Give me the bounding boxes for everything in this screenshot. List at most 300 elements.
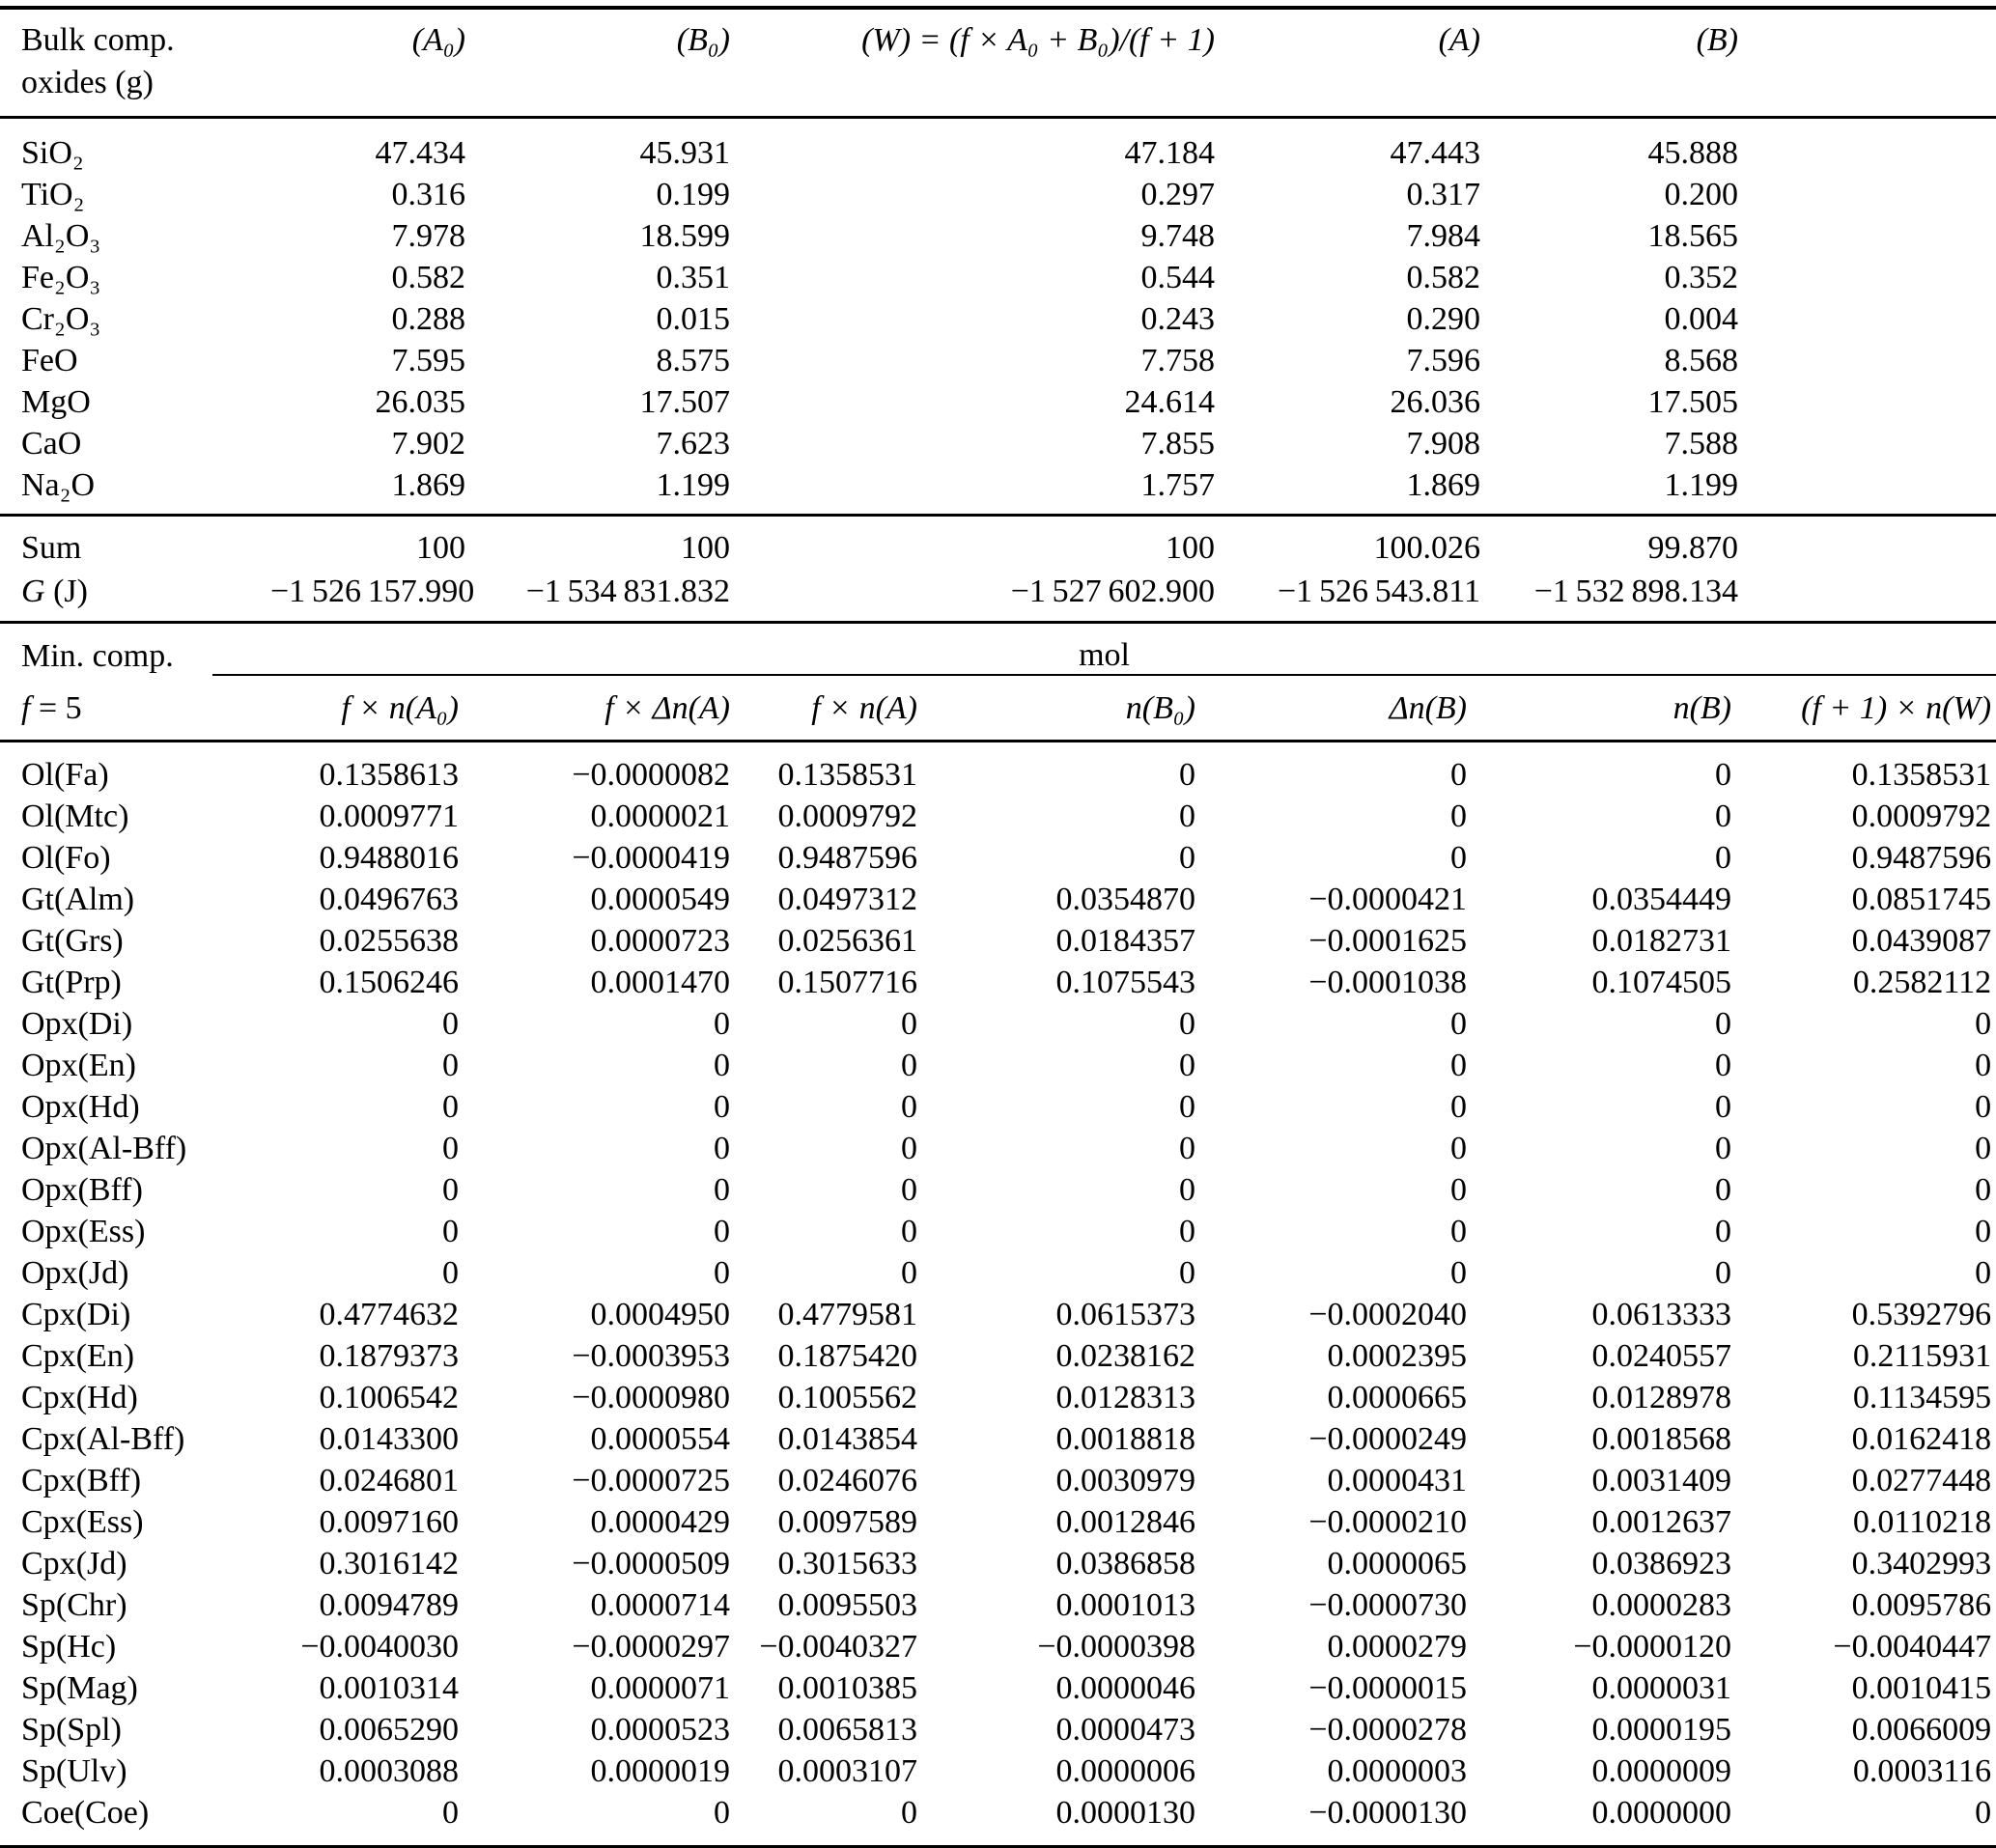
cell-value: 0.582 bbox=[391, 260, 465, 295]
cell-value: 0 bbox=[1715, 1089, 1731, 1125]
cell-value: 0 bbox=[1975, 1255, 1992, 1291]
cell-value: 0.0003107 bbox=[777, 1753, 917, 1789]
table-row bbox=[0, 464, 1996, 516]
cell-value: 0.0018818 bbox=[1055, 1421, 1195, 1457]
cell-value: 7.855 bbox=[1140, 426, 1215, 462]
cell-value: −0.0000082 bbox=[572, 757, 730, 793]
cell-value: 0.0000046 bbox=[1055, 1670, 1195, 1706]
cell-value: 0.9487596 bbox=[1851, 840, 1992, 876]
cell-value: 18.599 bbox=[639, 218, 730, 254]
cell-value: 0 bbox=[1975, 1172, 1992, 1208]
cell-value: 0.0000279 bbox=[1327, 1629, 1467, 1665]
mineral-header-row bbox=[0, 675, 1996, 742]
cell-value: 0 bbox=[1179, 1131, 1195, 1166]
cell-value: 0.0128978 bbox=[1591, 1380, 1731, 1415]
cell-value: −0.0000297 bbox=[572, 1629, 730, 1665]
cell-value: −1 526 543.811 bbox=[1277, 574, 1480, 609]
table-row bbox=[0, 837, 1996, 879]
cell-value: 0.0182731 bbox=[1591, 923, 1731, 959]
cell-value: 0.0065290 bbox=[319, 1712, 459, 1748]
cell-value: 0 bbox=[1450, 1214, 1467, 1249]
cell-value: 0.0031409 bbox=[1591, 1463, 1731, 1498]
cell-value: 0.316 bbox=[391, 177, 465, 212]
table-row bbox=[0, 423, 1996, 464]
cell-value: 0.0000473 bbox=[1055, 1712, 1195, 1748]
gibbs-energy-row bbox=[0, 570, 1996, 623]
cell-value: 0 bbox=[1179, 1214, 1195, 1249]
cell-value: 0 bbox=[714, 1089, 730, 1125]
table-row bbox=[0, 257, 1996, 298]
cell-value: 0.0000000 bbox=[1591, 1795, 1731, 1831]
row-label: Sum bbox=[21, 530, 82, 566]
cell-value: 0 bbox=[1450, 1048, 1467, 1083]
cell-value: 0 bbox=[1975, 1214, 1992, 1249]
table-row bbox=[0, 1667, 1996, 1709]
cell-value: 0 bbox=[1450, 757, 1467, 793]
row-label: Opx(En) bbox=[21, 1048, 136, 1083]
cell-value: 0.0615373 bbox=[1055, 1297, 1195, 1332]
cell-value: 0.199 bbox=[656, 177, 730, 212]
cell-value: 0.3016142 bbox=[319, 1546, 459, 1582]
cell-value: 18.565 bbox=[1647, 218, 1738, 254]
cell-value: 47.443 bbox=[1390, 135, 1480, 171]
cell-value: 0 bbox=[714, 1255, 730, 1291]
column-header-B0: (B₀) bbox=[465, 8, 730, 118]
cell-value: −1 526 157.990 bbox=[270, 574, 475, 609]
table-row bbox=[0, 1335, 1996, 1377]
cell-value: 0.0000071 bbox=[590, 1670, 730, 1706]
cell-value: 0.0256361 bbox=[777, 923, 917, 959]
row-label: Cpx(En) bbox=[21, 1338, 135, 1374]
cell-value: −0.0002040 bbox=[1308, 1297, 1467, 1332]
cell-value: 0.288 bbox=[391, 301, 465, 337]
cell-value: 7.908 bbox=[1406, 426, 1480, 462]
cell-value: 7.596 bbox=[1406, 343, 1480, 378]
cell-value: 0.0128313 bbox=[1055, 1380, 1195, 1415]
cell-value: 0 bbox=[442, 1048, 459, 1083]
spacer-cell bbox=[1738, 516, 1996, 571]
row-label bbox=[0, 570, 270, 623]
cell-value: −0.0000398 bbox=[1037, 1629, 1195, 1665]
row-label: Sp(Mag) bbox=[21, 1670, 138, 1706]
cell-value: −0.0000730 bbox=[1308, 1587, 1467, 1623]
cell-value: 0.0001013 bbox=[1055, 1587, 1195, 1623]
g-unit: (J) bbox=[44, 574, 88, 609]
table-row bbox=[0, 1128, 1996, 1169]
cell-value: −0.0000421 bbox=[1308, 882, 1467, 917]
spacer-cell bbox=[1738, 570, 1996, 623]
column-header-W-formula: (W) = (f × A₀ + B₀)/(f + 1) bbox=[730, 8, 1215, 118]
row-label: Opx(Bff) bbox=[21, 1172, 143, 1208]
cell-value: 0.1358531 bbox=[1851, 757, 1992, 793]
cell-value: 26.036 bbox=[1390, 384, 1480, 420]
cell-value: 0 bbox=[1975, 1795, 1992, 1831]
cell-value: 0 bbox=[1450, 1006, 1467, 1042]
row-label: Cpx(Al-Bff) bbox=[21, 1421, 185, 1457]
row-label: Opx(Al-Bff) bbox=[21, 1131, 187, 1166]
cell-value: −0.0040030 bbox=[300, 1629, 459, 1665]
cell-value: 0 bbox=[1450, 1255, 1467, 1291]
cell-value: 100 bbox=[681, 530, 730, 566]
cell-value: 0 bbox=[1975, 1006, 1992, 1042]
cell-value: 0 bbox=[1179, 798, 1195, 834]
cell-value: −0.0000120 bbox=[1573, 1629, 1731, 1665]
cell-value: 26.035 bbox=[375, 384, 465, 420]
cell-value: 0 bbox=[901, 1214, 917, 1249]
row-label: CaO bbox=[21, 426, 82, 462]
cell-value: 0.0009771 bbox=[319, 798, 459, 834]
cell-value: 0.4779581 bbox=[777, 1297, 917, 1332]
bulk-header-line2: oxides (g) bbox=[21, 65, 154, 100]
table-row bbox=[0, 118, 1996, 175]
cell-value: −0.0040327 bbox=[759, 1629, 917, 1665]
cell-value: 0 bbox=[442, 1255, 459, 1291]
cell-value: −0.0040447 bbox=[1833, 1629, 1992, 1665]
spacer-cell bbox=[1738, 174, 1996, 215]
cell-value: 0.317 bbox=[1406, 177, 1480, 212]
cell-value: 0 bbox=[714, 1172, 730, 1208]
row-label: Opx(Jd) bbox=[21, 1255, 129, 1291]
cell-value: 1.869 bbox=[270, 464, 465, 516]
cell-value: 0.0018568 bbox=[1591, 1421, 1731, 1457]
cell-value: 0.0012637 bbox=[1591, 1504, 1731, 1540]
cell-value: 0 bbox=[442, 1214, 459, 1249]
mol-group-row bbox=[0, 624, 1996, 675]
cell-value: 0.200 bbox=[1664, 177, 1738, 212]
cell-value: 0.0000723 bbox=[590, 923, 730, 959]
cell-value: 0.0066009 bbox=[1851, 1712, 1992, 1748]
f-equals-label bbox=[0, 675, 212, 742]
cell-value: 0.015 bbox=[656, 301, 730, 337]
table-row bbox=[0, 1003, 1996, 1045]
cell-value: 0 bbox=[442, 1172, 459, 1208]
column-header-B: (B) bbox=[1480, 8, 1738, 118]
spacer-cell bbox=[1738, 215, 1996, 257]
cell-value: 0.9488016 bbox=[319, 840, 459, 876]
sum-row bbox=[0, 516, 1996, 571]
cell-value: 0.1506246 bbox=[319, 965, 459, 1000]
cell-value: 0.0000714 bbox=[590, 1587, 730, 1623]
row-label: Ol(Fa) bbox=[21, 757, 109, 793]
row-label: Cpx(Ess) bbox=[21, 1504, 144, 1540]
table-row bbox=[0, 1086, 1996, 1128]
cell-value: 0.0010314 bbox=[319, 1670, 459, 1706]
cell-value: 7.595 bbox=[391, 343, 465, 378]
row-label: Gt(Prp) bbox=[21, 965, 122, 1000]
spacer-cell bbox=[1738, 257, 1996, 298]
table-row bbox=[0, 1211, 1996, 1252]
spacer-cell bbox=[1738, 464, 1996, 516]
cell-value: 0.1358613 bbox=[319, 757, 459, 793]
table-row bbox=[0, 879, 1996, 920]
table-row bbox=[0, 1626, 1996, 1667]
row-label: Cpx(Bff) bbox=[21, 1463, 142, 1498]
table-row bbox=[0, 1584, 1996, 1626]
cell-value: 99.870 bbox=[1647, 530, 1738, 566]
table-row bbox=[0, 340, 1996, 381]
spacer-cell bbox=[1738, 340, 1996, 381]
mol-group-header: mol bbox=[212, 624, 1996, 675]
cell-value: 0 bbox=[1179, 757, 1195, 793]
cell-value: 0 bbox=[1715, 798, 1731, 834]
table-row bbox=[0, 298, 1996, 340]
cell-value: 0.1006542 bbox=[319, 1380, 459, 1415]
cell-value: 0.0003116 bbox=[1852, 1753, 1992, 1789]
cell-value: 0.0143854 bbox=[777, 1421, 917, 1457]
cell-value: 0.0095786 bbox=[1851, 1587, 1992, 1623]
row-label: Opx(Hd) bbox=[21, 1089, 140, 1125]
cell-value: 100 bbox=[1166, 530, 1215, 566]
cell-value: 0 bbox=[714, 1214, 730, 1249]
cell-value: 0 bbox=[442, 1089, 459, 1125]
row-label: Cpx(Di) bbox=[21, 1297, 131, 1332]
cell-value: 0.0110218 bbox=[1852, 1504, 1992, 1540]
cell-value: 7.978 bbox=[391, 218, 465, 254]
cell-value: 0.0000431 bbox=[1327, 1463, 1467, 1498]
table-row bbox=[0, 1460, 1996, 1501]
cell-value: 0.351 bbox=[656, 260, 730, 295]
cell-value: 0.0000019 bbox=[590, 1753, 730, 1789]
row-label: Cr₂O₃ bbox=[21, 301, 101, 337]
table-row bbox=[0, 1377, 1996, 1418]
mineral-body bbox=[0, 742, 1996, 1847]
cell-value: 0 bbox=[1715, 757, 1731, 793]
cell-value: 0.0184357 bbox=[1055, 923, 1195, 959]
cell-value: 0.1507716 bbox=[777, 965, 917, 1000]
cell-value: 0.0000195 bbox=[1591, 1712, 1731, 1748]
cell-value: 0 bbox=[1179, 1006, 1195, 1042]
cell-value: 0 bbox=[1179, 840, 1195, 876]
cell-value: 0 bbox=[442, 1006, 459, 1042]
row-label: Gt(Alm) bbox=[21, 882, 135, 917]
cell-value: 0.1075543 bbox=[1055, 965, 1195, 1000]
cell-value: 100.026 bbox=[1373, 530, 1480, 566]
column-header-f1-nW: (f + 1) × n(W) bbox=[1731, 675, 1996, 742]
table-row bbox=[0, 1169, 1996, 1211]
cell-value: 0 bbox=[901, 1795, 917, 1831]
cell-value: 0 bbox=[1450, 1089, 1467, 1125]
bulk-composition-table bbox=[0, 6, 1996, 624]
cell-value: −0.0000278 bbox=[1308, 1712, 1467, 1748]
column-header-f-nA0: f × n(A₀) bbox=[212, 675, 459, 742]
cell-value: 0.4774632 bbox=[319, 1297, 459, 1332]
table-row bbox=[0, 1045, 1996, 1086]
cell-value: 0.0497312 bbox=[777, 882, 917, 917]
table-row bbox=[0, 1709, 1996, 1750]
cell-value: 0.0095503 bbox=[777, 1587, 917, 1623]
cell-value: −0.0000509 bbox=[572, 1546, 730, 1582]
cell-value: 0.2115931 bbox=[1852, 1338, 1992, 1374]
cell-value: −0.0000725 bbox=[572, 1463, 730, 1498]
row-label: FeO bbox=[21, 343, 78, 378]
cell-value: 0.0246801 bbox=[319, 1463, 459, 1498]
cell-value: 8.568 bbox=[1664, 343, 1738, 378]
cell-value: 47.434 bbox=[375, 135, 465, 171]
cell-value: 0 bbox=[1179, 1255, 1195, 1291]
cell-value: 0 bbox=[714, 1795, 730, 1831]
cell-value: 0.1879373 bbox=[319, 1338, 459, 1374]
bulk-oxides-body bbox=[0, 118, 1996, 516]
cell-value: 0 bbox=[1715, 1048, 1731, 1083]
cell-value: 0.0000549 bbox=[590, 882, 730, 917]
cell-value: 9.748 bbox=[1140, 218, 1215, 254]
cell-value: 0.1875420 bbox=[777, 1338, 917, 1374]
cell-value: 0.3402993 bbox=[1851, 1546, 1992, 1582]
cell-value: 0.0386858 bbox=[1055, 1546, 1195, 1582]
cell-value: 45.931 bbox=[639, 135, 730, 171]
cell-value: 0 bbox=[1715, 1172, 1731, 1208]
table-row bbox=[0, 1543, 1996, 1584]
g-symbol: G bbox=[21, 574, 45, 609]
cell-value: 0.297 bbox=[1140, 177, 1215, 212]
row-label: Ol(Fo) bbox=[21, 840, 111, 876]
cell-value: 0.0097589 bbox=[777, 1504, 917, 1540]
table-row bbox=[0, 215, 1996, 257]
bulk-header-label bbox=[0, 8, 270, 118]
cell-value: 0.1074505 bbox=[1591, 965, 1731, 1000]
table-row bbox=[0, 1750, 1996, 1792]
cell-value: 0.0354870 bbox=[1055, 882, 1195, 917]
table-row bbox=[0, 1418, 1996, 1460]
cell-value: −0.0003953 bbox=[572, 1338, 730, 1374]
row-label: Sp(Ulv) bbox=[21, 1753, 127, 1789]
row-label: SiO₂ bbox=[21, 135, 84, 171]
spacer-cell bbox=[1738, 298, 1996, 340]
cell-value: 0 bbox=[901, 1172, 917, 1208]
column-header-nB0: n(B₀) bbox=[917, 675, 1195, 742]
cell-value: 0.0613333 bbox=[1591, 1297, 1731, 1332]
cell-value: 0.1005562 bbox=[777, 1380, 917, 1415]
cell-value: 0.1134595 bbox=[1852, 1380, 1992, 1415]
cell-value: 1.757 bbox=[730, 464, 1215, 516]
table-row bbox=[0, 1294, 1996, 1335]
spacer-header bbox=[1738, 8, 1996, 118]
f-value: = 5 bbox=[30, 690, 82, 726]
table-row bbox=[0, 796, 1996, 837]
cell-value: 0.0009792 bbox=[777, 798, 917, 834]
cell-value: 0.9487596 bbox=[777, 840, 917, 876]
row-label: TiO₂ bbox=[21, 177, 85, 212]
column-header-A0: (A₀) bbox=[270, 8, 465, 118]
cell-value: 45.888 bbox=[1647, 135, 1738, 171]
cell-value: 7.902 bbox=[391, 426, 465, 462]
cell-value: 0 bbox=[901, 1006, 917, 1042]
cell-value: −1 532 898.134 bbox=[1533, 574, 1738, 609]
cell-value: 0 bbox=[1715, 1131, 1731, 1166]
cell-value: 0 bbox=[1179, 1089, 1195, 1125]
cell-value: 0.0097160 bbox=[319, 1504, 459, 1540]
row-label: MgO bbox=[21, 384, 91, 420]
cell-value: 0.0001470 bbox=[590, 965, 730, 1000]
cell-value: 0.0000130 bbox=[1055, 1795, 1195, 1831]
cell-value: 7.984 bbox=[1406, 218, 1480, 254]
cell-value: 0.0143300 bbox=[319, 1421, 459, 1457]
cell-value: 0.0496763 bbox=[319, 882, 459, 917]
spacer-cell bbox=[1738, 118, 1996, 175]
cell-value: 0 bbox=[714, 1006, 730, 1042]
row-label: Sp(Hc) bbox=[21, 1629, 117, 1665]
cell-value: 8.575 bbox=[656, 343, 730, 378]
cell-value: 0.0238162 bbox=[1055, 1338, 1195, 1374]
column-header-A: (A) bbox=[1215, 8, 1480, 118]
cell-value: 0 bbox=[714, 1131, 730, 1166]
cell-value: 0.0010415 bbox=[1851, 1670, 1992, 1706]
cell-value: 0.0386923 bbox=[1591, 1546, 1731, 1582]
cell-value: 0 bbox=[901, 1048, 917, 1083]
cell-value: −0.0000130 bbox=[1308, 1795, 1467, 1831]
cell-value: 0.290 bbox=[1406, 301, 1480, 337]
cell-value: 0.3015633 bbox=[777, 1546, 917, 1582]
cell-value: 0 bbox=[1450, 840, 1467, 876]
table-row bbox=[0, 742, 1996, 797]
cell-value: 0.0009792 bbox=[1851, 798, 1992, 834]
column-header-dnB: Δn(B) bbox=[1195, 675, 1467, 742]
cell-value: 0.0000523 bbox=[590, 1712, 730, 1748]
cell-value: 0.0065813 bbox=[777, 1712, 917, 1748]
cell-value: −0.0000980 bbox=[572, 1380, 730, 1415]
row-label: Opx(Di) bbox=[21, 1006, 133, 1042]
cell-value: 0 bbox=[901, 1089, 917, 1125]
cell-value: 1.199 bbox=[1480, 464, 1738, 516]
cell-value: 0 bbox=[1975, 1089, 1992, 1125]
row-label: Sp(Chr) bbox=[21, 1587, 127, 1623]
cell-value: 0 bbox=[1715, 1255, 1731, 1291]
cell-value: 0.0003088 bbox=[319, 1753, 459, 1789]
cell-value: 0.0002395 bbox=[1327, 1338, 1467, 1374]
min-comp-label: Min. comp. bbox=[21, 638, 174, 674]
cell-value: 0 bbox=[1450, 1131, 1467, 1166]
cell-value: 0.0000003 bbox=[1327, 1753, 1467, 1789]
row-label: Coe(Coe) bbox=[21, 1795, 150, 1831]
cell-value: −0.0000249 bbox=[1308, 1421, 1467, 1457]
cell-value: 0.0354449 bbox=[1591, 882, 1731, 917]
cell-value: 0.0439087 bbox=[1851, 923, 1992, 959]
row-label: Fe₂O₃ bbox=[21, 260, 101, 295]
cell-value: 7.588 bbox=[1664, 426, 1738, 462]
cell-value: 0 bbox=[1450, 1172, 1467, 1208]
column-header-f-nA: f × n(A) bbox=[730, 675, 917, 742]
cell-value: 0.1358531 bbox=[777, 757, 917, 793]
cell-value: −0.0000015 bbox=[1308, 1670, 1467, 1706]
cell-value: 0 bbox=[1715, 840, 1731, 876]
cell-value: 0.0240557 bbox=[1591, 1338, 1731, 1374]
f-symbol: f bbox=[21, 690, 31, 726]
column-header-f-dnA: f × Δn(A) bbox=[459, 675, 730, 742]
cell-value: 0 bbox=[442, 1795, 459, 1831]
table-row bbox=[0, 1252, 1996, 1294]
cell-value: 0.0162418 bbox=[1851, 1421, 1992, 1457]
cell-value: 7.758 bbox=[1140, 343, 1215, 378]
cell-value: 0.243 bbox=[1140, 301, 1215, 337]
cell-value: 0 bbox=[1975, 1131, 1992, 1166]
row-label: Al₂O₃ bbox=[21, 218, 101, 254]
cell-value: 0.0094789 bbox=[319, 1587, 459, 1623]
cell-value: 0.0000554 bbox=[590, 1421, 730, 1457]
cell-value: 0.0000283 bbox=[1591, 1587, 1731, 1623]
cell-value: 1.869 bbox=[1215, 464, 1480, 516]
cell-value: 0.0000031 bbox=[1591, 1670, 1731, 1706]
row-label: Cpx(Jd) bbox=[21, 1546, 127, 1582]
cell-value: −1 527 602.900 bbox=[1010, 574, 1215, 609]
spacer-cell bbox=[1738, 381, 1996, 423]
cell-value: 0.0010385 bbox=[777, 1670, 917, 1706]
cell-value: 0.0000021 bbox=[590, 798, 730, 834]
cell-value: 0.5392796 bbox=[1851, 1297, 1992, 1332]
cell-value: −0.0000419 bbox=[572, 840, 730, 876]
cell-value: 0 bbox=[901, 1131, 917, 1166]
cell-value: 1.199 bbox=[465, 464, 730, 516]
cell-value: 0.582 bbox=[1406, 260, 1480, 295]
